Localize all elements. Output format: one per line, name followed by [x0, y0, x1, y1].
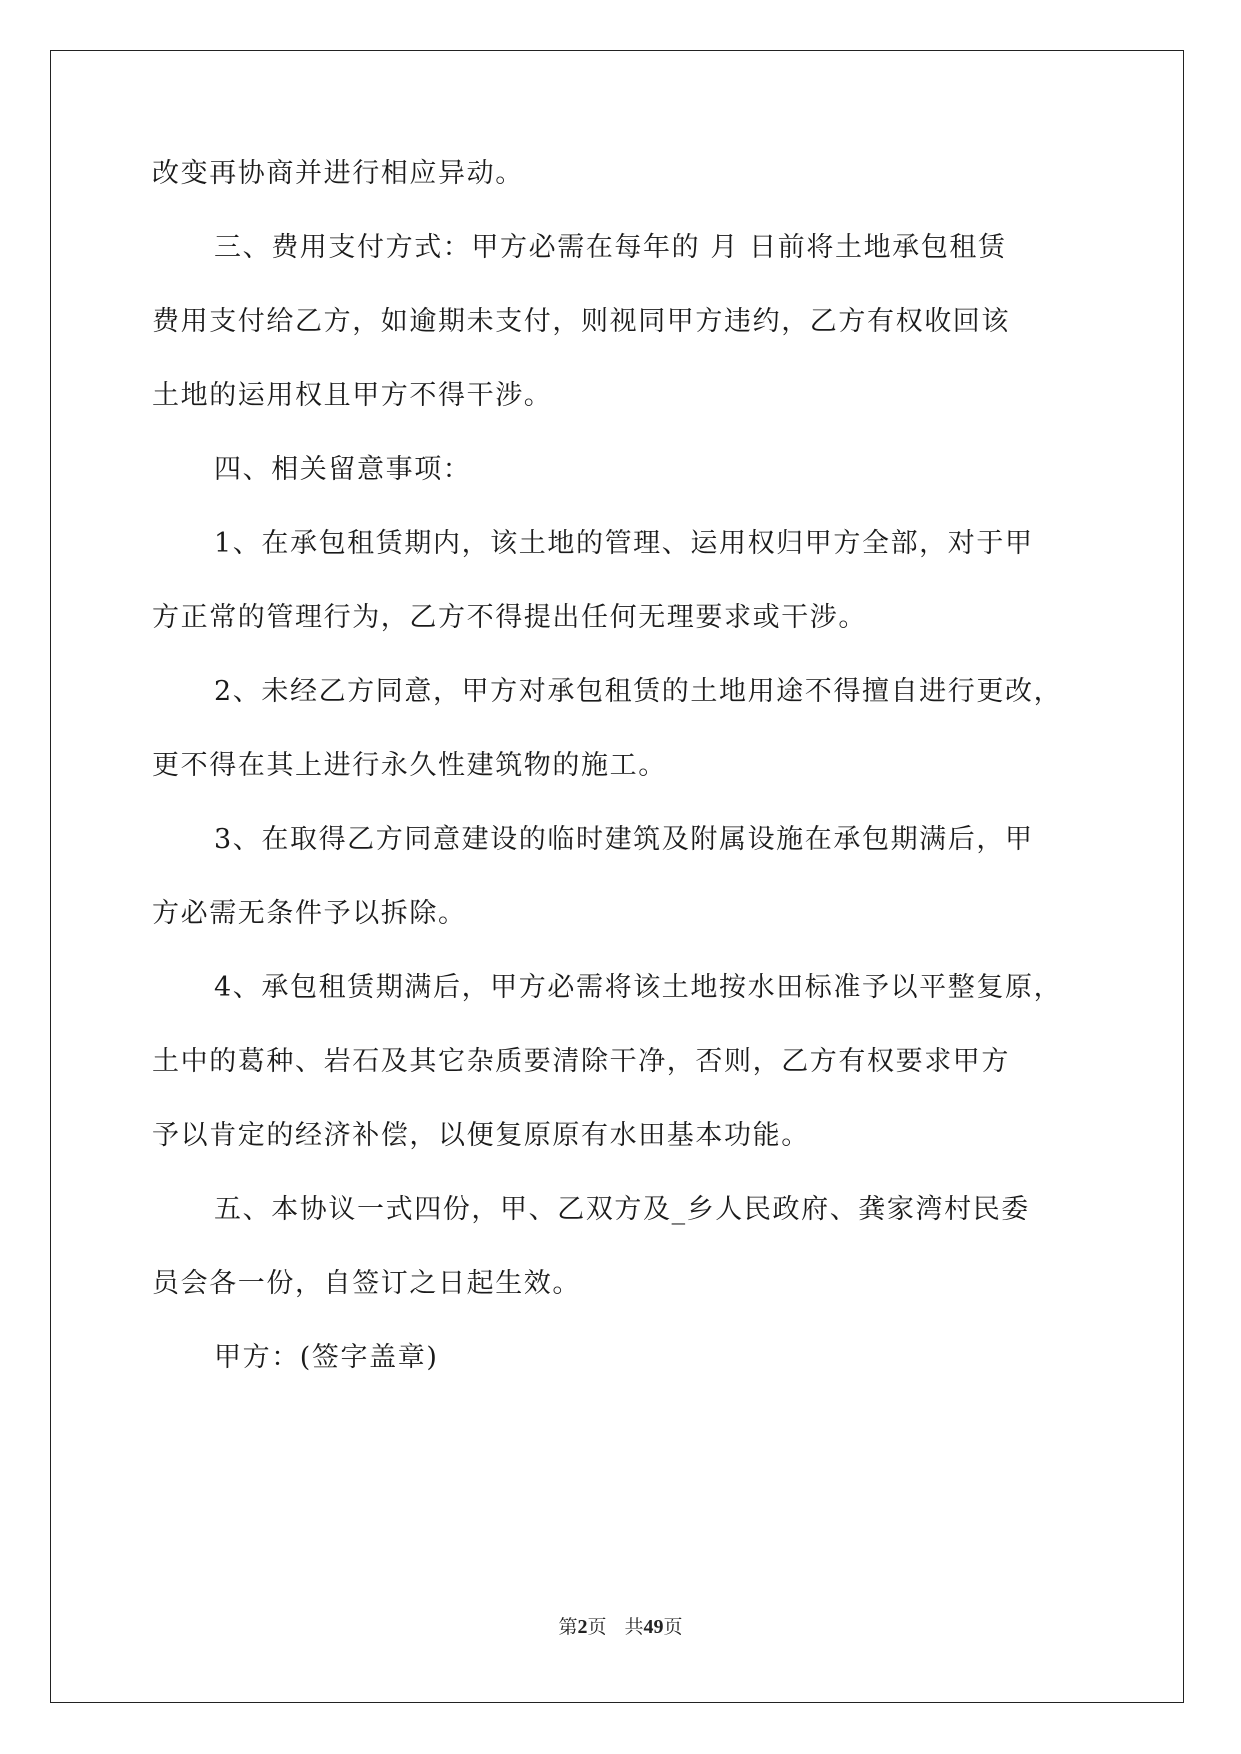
- paragraph-line: 四、相关留意事项：: [214, 454, 472, 485]
- total-pages: 49: [643, 1616, 664, 1638]
- paragraph-line: 改变再协商并进行相应异动。: [152, 158, 524, 189]
- paragraph-line: 土中的葛种、岩石及其它杂质要清除干净，否则，乙方有权要求甲方: [152, 1046, 1010, 1077]
- page-suffix: 页: [587, 1616, 607, 1638]
- paragraph-line: 费用支付给乙方，如逾期未支付，则视同甲方违约，乙方有权收回该: [152, 306, 1010, 337]
- page-number: 2: [577, 1616, 588, 1638]
- paragraph-line: 五、本协议一式四份，甲、乙双方及_乡人民政府、龚家湾村民委: [214, 1194, 1030, 1225]
- paragraph-line: 3、在取得乙方同意建设的临时建筑及附属设施在承包期满后，甲: [214, 824, 1034, 855]
- paragraph-line: 1、在承包租赁期内，该土地的管理、运用权归甲方全部，对于甲: [214, 528, 1034, 559]
- paragraph-line: 2、未经乙方同意，甲方对承包租赁的土地用途不得擅自进行更改，: [214, 676, 1063, 707]
- total-prefix: 共: [624, 1616, 644, 1638]
- page-footer: [0, 1614, 1241, 1640]
- paragraph-line: 土地的运用权且甲方不得干涉。: [152, 380, 553, 411]
- page-border: [50, 50, 1184, 1703]
- signature-line: 甲方：(签字盖章): [214, 1342, 439, 1373]
- page-prefix: 第: [558, 1616, 578, 1638]
- paragraph-line: 三、费用支付方式：甲方必需在每年的 月 日前将土地承包租赁: [214, 232, 1007, 263]
- paragraph-line: 更不得在其上进行永久性建筑物的施工。: [152, 750, 667, 781]
- paragraph-line: 员会各一份，自签订之日起生效。: [152, 1268, 581, 1299]
- paragraph-line: 方必需无条件予以拆除。: [152, 898, 467, 929]
- paragraph-line: 4、承包租赁期满后，甲方必需将该土地按水田标准予以平整复原，: [214, 972, 1063, 1003]
- paragraph-line: 予以肯定的经济补偿，以便复原原有水田基本功能。: [152, 1120, 810, 1151]
- total-suffix: 页: [663, 1616, 683, 1638]
- paragraph-line: 方正常的管理行为，乙方不得提出任何无理要求或干涉。: [152, 602, 867, 633]
